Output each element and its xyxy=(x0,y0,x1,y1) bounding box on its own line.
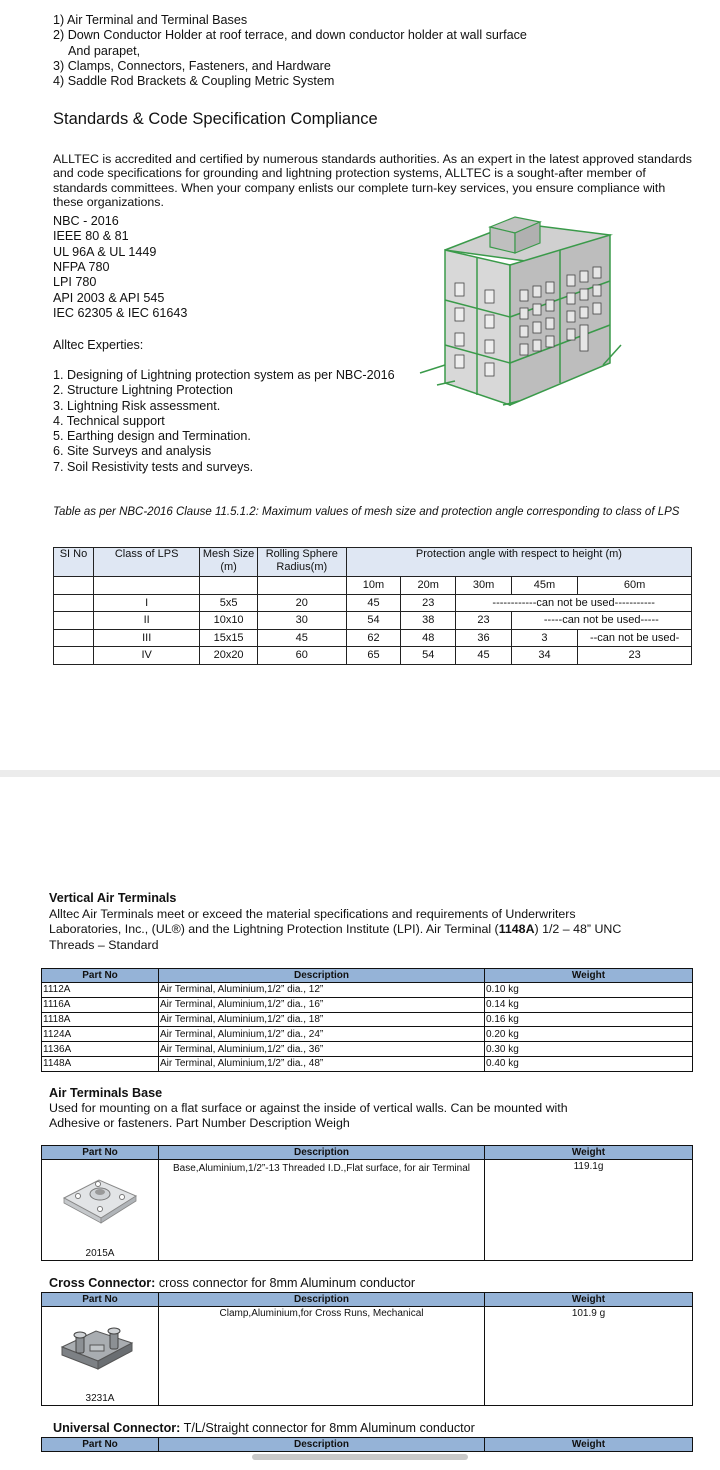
table-row xyxy=(54,594,692,612)
col-header-part: Part No xyxy=(42,969,159,983)
cell-angle: 23 xyxy=(578,647,692,665)
cross-title-line: Cross Connector: cross connector for 8mm Aluminum conductor xyxy=(49,1276,416,1290)
code-item: NFPA 780 xyxy=(53,260,110,274)
base-title: Air Terminals Base xyxy=(49,1086,163,1100)
page-2 xyxy=(0,777,720,1470)
cell-desc: Base,Aluminium,1/2”-13 Threaded I.D.,Flat surface, for air Terminal xyxy=(159,1160,485,1261)
cell-angle: 23 xyxy=(456,612,511,630)
cell-class: III xyxy=(93,629,199,647)
cell-weight: 0.30 kg xyxy=(485,1042,693,1057)
expertise-item: 5. Earthing design and Termination. xyxy=(53,429,251,443)
cell-radius: 20 xyxy=(257,594,346,612)
col-header-weight: Weight xyxy=(485,969,693,983)
table-header-row xyxy=(42,1146,693,1160)
cell-radius: 60 xyxy=(257,647,346,665)
table-row xyxy=(54,647,692,665)
cell-angle: 62 xyxy=(346,629,400,647)
base-table xyxy=(41,1145,693,1261)
col-header-angle: Protection angle with respect to height (m) xyxy=(346,548,691,577)
height-label: 10m xyxy=(346,577,400,595)
cell-radius: 45 xyxy=(257,629,346,647)
col-header-part: Part No xyxy=(42,1438,159,1452)
cell-desc: Air Terminal, Aluminium,1/2” dia., 36” xyxy=(159,1042,485,1057)
col-header-si-no: SI No xyxy=(54,548,94,577)
cell-weight: 0.20 kg xyxy=(485,1027,693,1042)
cell-desc: Air Terminal, Aluminium,1/2” dia., 48” xyxy=(159,1056,485,1071)
cell-angle: 45 xyxy=(346,594,400,612)
cell-weight: 0.16 kg xyxy=(485,1012,693,1027)
scroll-indicator[interactable] xyxy=(252,1454,468,1460)
col-header-weight: Weight xyxy=(485,1146,693,1160)
building-mesh-illustration xyxy=(415,205,630,410)
table-row xyxy=(42,997,693,1012)
table-header-row xyxy=(42,1293,693,1307)
part-number: 3231A xyxy=(85,1393,115,1404)
nbc-table xyxy=(53,547,692,665)
col-header-description: Description xyxy=(159,969,485,983)
code-item: IEEE 80 & 81 xyxy=(53,229,129,243)
part-number: 2015A xyxy=(85,1248,115,1259)
cell-not-used: ------------can not be used----------- xyxy=(456,594,692,612)
expertise-item: 7. Soil Resistivity tests and surveys. xyxy=(53,460,254,474)
col-header-class: Class of LPS xyxy=(93,548,199,577)
cell-class: I xyxy=(93,594,199,612)
expertise-title: Alltec Experties: xyxy=(53,338,144,352)
cell-weight: 0.10 kg xyxy=(485,983,693,998)
col-header-description: Description xyxy=(159,1146,485,1160)
col-header-radius: Rolling Sphere Radius(m) xyxy=(257,548,346,577)
list-item: And parapet, xyxy=(68,44,141,58)
nbc-table-caption: Table as per NBC-2016 Clause 11.5.1.2: Maximum values of mesh size and protection angle corresponding to class of LPS xyxy=(53,506,680,518)
page-separator xyxy=(0,770,720,777)
vat-title: Vertical Air Terminals xyxy=(49,891,177,905)
standards-heading: Standards & Code Specification Compliance xyxy=(53,110,378,128)
cell-part: 1112A xyxy=(42,983,159,998)
cell-part: 1148A xyxy=(42,1056,159,1071)
col-header-description: Description xyxy=(159,1293,485,1307)
col-header-part: Part No xyxy=(42,1146,159,1160)
table-header-row xyxy=(42,1438,693,1452)
col-header-weight: Weight xyxy=(485,1293,693,1307)
cell-not-used: -----can not be used----- xyxy=(511,612,691,630)
cell-angle: 34 xyxy=(511,647,578,665)
cell-not-used: --can not be used- xyxy=(578,629,692,647)
cell-part xyxy=(42,1160,159,1261)
table-row xyxy=(42,1056,693,1071)
universal-title-line: Universal Connector: T/L/Straight connector for 8mm Aluminum conductor xyxy=(53,1421,475,1435)
table-row xyxy=(42,1160,693,1261)
list-item: 1) Air Terminal and Terminal Bases xyxy=(53,13,248,27)
cell-class: II xyxy=(93,612,199,630)
cell-class: IV xyxy=(93,647,199,665)
table-row xyxy=(42,983,693,998)
cell-part: 1124A xyxy=(42,1027,159,1042)
expertise-item: 3. Lightning Risk assessment. xyxy=(53,399,221,413)
cell-mesh: 15x15 xyxy=(200,629,257,647)
base-description: Used for mounting on a flat surface or against the inside of vertical walls. Can be mounted with Adhesive or fasteners. Part Number Description Weigh xyxy=(49,1101,568,1131)
cell-angle: 48 xyxy=(401,629,456,647)
col-header-description: Description xyxy=(159,1438,485,1452)
vat-table xyxy=(41,968,693,1072)
universal-table xyxy=(41,1437,693,1452)
table-row xyxy=(42,1027,693,1042)
expertise-item: 2. Structure Lightning Protection xyxy=(53,383,233,397)
list-item: 4) Saddle Rod Brackets & Coupling Metric System xyxy=(53,74,335,88)
cell-mesh: 10x10 xyxy=(200,612,257,630)
cell-angle: 65 xyxy=(346,647,400,665)
code-item: LPI 780 xyxy=(53,275,97,289)
cell-radius: 30 xyxy=(257,612,346,630)
cell-angle: 23 xyxy=(401,594,456,612)
col-header-mesh: Mesh Size (m) xyxy=(200,548,257,577)
cell-desc: Air Terminal, Aluminium,1/2” dia., 16” xyxy=(159,997,485,1012)
cell-angle: 45 xyxy=(456,647,511,665)
table-row xyxy=(54,629,692,647)
cell-weight: 0.40 kg xyxy=(485,1056,693,1071)
vat-description: Alltec Air Terminals meet or exceed the material specifications and requirements of Underwriters Laboratories, Inc., (UL®) and the Lightning Protection Institute (LPI). Air Terminal (1148A) 1/2 – 48” UNC Threads – Standard xyxy=(49,907,622,952)
list-item: 3) Clamps, Connectors, Fasteners, and Hardware xyxy=(53,59,331,73)
cell-weight: 101.9 g xyxy=(485,1307,693,1406)
table-row xyxy=(42,1012,693,1027)
code-item: NBC - 2016 xyxy=(53,214,119,228)
table-row xyxy=(54,577,692,595)
height-label: 45m xyxy=(511,577,578,595)
col-header-part: Part No xyxy=(42,1293,159,1307)
expertise-item: 6. Site Surveys and analysis xyxy=(53,444,212,458)
height-label: 20m xyxy=(401,577,456,595)
height-label: 30m xyxy=(456,577,511,595)
cell-part: 1118A xyxy=(42,1012,159,1027)
cell-part xyxy=(42,1307,159,1406)
cell-desc: Air Terminal, Aluminium,1/2” dia., 24” xyxy=(159,1027,485,1042)
cell-desc: Clamp,Aluminium,for Cross Runs, Mechanical xyxy=(159,1307,485,1406)
code-item: API 2003 & API 545 xyxy=(53,291,165,305)
col-header-weight: Weight xyxy=(485,1438,693,1452)
cell-angle: 3 xyxy=(511,629,578,647)
height-label: 60m xyxy=(578,577,692,595)
cell-mesh: 20x20 xyxy=(200,647,257,665)
cell-part: 1136A xyxy=(42,1042,159,1057)
code-item: IEC 62305 & IEC 61643 xyxy=(53,306,188,320)
table-row xyxy=(54,612,692,630)
table-row xyxy=(42,1042,693,1057)
standards-intro: ALLTEC is accredited and certified by numerous standards authorities. As an expert in the latest approved standards and code specifications for grounding and lightning protection systems, ALLTEC is a sought-after member of standards committees. When your company enlists our complete turn-key services, you ensure compliance with these organizations. xyxy=(53,152,692,210)
cell-desc: Air Terminal, Aluminium,1/2” dia., 12” xyxy=(159,983,485,998)
cell-part: 1116A xyxy=(42,997,159,1012)
terminal-base-image xyxy=(54,1166,144,1228)
cell-angle: 54 xyxy=(346,612,400,630)
code-item: UL 96A & UL 1449 xyxy=(53,245,157,259)
cell-desc: Air Terminal, Aluminium,1/2” dia., 18” xyxy=(159,1012,485,1027)
list-item: 2) Down Conductor Holder at roof terrace, and down conductor holder at wall surface xyxy=(53,28,527,42)
table-header-row xyxy=(42,969,693,983)
expertise-item: 4. Technical support xyxy=(53,414,165,428)
cross-table xyxy=(41,1292,693,1406)
cell-mesh: 5x5 xyxy=(200,594,257,612)
expertise-item: 1. Designing of Lightning protection system as per NBC-2016 xyxy=(53,368,395,382)
cell-weight: 119.1g xyxy=(485,1160,693,1261)
cell-angle: 36 xyxy=(456,629,511,647)
cross-connector-image xyxy=(56,1313,140,1377)
cell-angle: 54 xyxy=(401,647,456,665)
cell-weight: 0.14 kg xyxy=(485,997,693,1012)
cell-angle: 38 xyxy=(401,612,456,630)
table-row xyxy=(42,1307,693,1406)
table-header-row xyxy=(54,548,692,577)
